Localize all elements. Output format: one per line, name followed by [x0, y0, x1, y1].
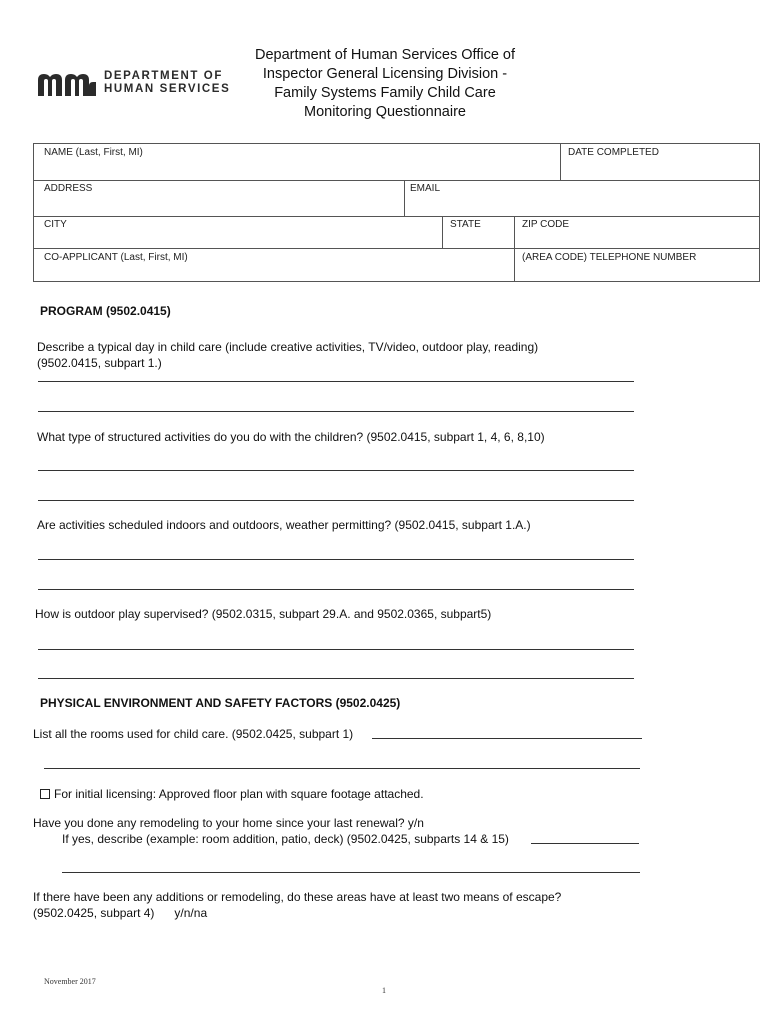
answer-line[interactable] — [38, 470, 634, 471]
row-divider — [34, 216, 759, 217]
row-divider — [34, 248, 759, 249]
answer-line[interactable] — [372, 738, 642, 739]
state-field[interactable]: STATE — [450, 219, 481, 230]
answer-line[interactable] — [38, 381, 634, 382]
floor-plan-checkbox[interactable] — [40, 789, 50, 799]
answer-line[interactable] — [38, 678, 634, 679]
title-line-3: Family Systems Family Child Care — [274, 85, 496, 101]
answer-line[interactable] — [531, 843, 639, 844]
page-number: 1 — [382, 986, 386, 995]
question-text: If there have been any additions or remodeling, do these areas have at least two means of escape? — [33, 890, 562, 904]
col-divider — [560, 144, 561, 180]
question-typical-day — [37, 339, 737, 371]
address-field[interactable]: ADDRESS — [44, 183, 93, 194]
question-text: (9502.0415, subpart 1.) — [37, 356, 162, 370]
physical-environment-heading: PHYSICAL ENVIRONMENT AND SAFETY FACTORS (9502.0425) — [40, 696, 401, 710]
telephone-field[interactable]: (AREA CODE) TELEPHONE NUMBER — [522, 252, 697, 263]
answer-line[interactable] — [38, 559, 634, 560]
name-field[interactable]: NAME (Last, First, MI) — [44, 147, 143, 158]
city-field[interactable]: CITY — [44, 219, 67, 230]
checkbox-label: For initial licensing: Approved floor plan with square footage attached. — [54, 787, 424, 801]
date-completed-field[interactable]: DATE COMPLETED — [568, 147, 659, 158]
logo-text — [104, 70, 230, 96]
answer-line[interactable] — [38, 411, 634, 412]
question-remodeling-describe: If yes, describe (example: room addition, patio, deck) (9502.0425, subparts 14 & 15) — [62, 832, 509, 846]
answer-line[interactable] — [62, 872, 640, 873]
title-line-4: Monitoring Questionnaire — [303, 104, 466, 120]
coapplicant-field[interactable]: CO-APPLICANT (Last, First, MI) — [44, 252, 188, 263]
question-text: Describe a typical day in child care (include creative activities, TV/video, outdoor play, reading) — [37, 340, 539, 354]
dhs-logo — [38, 70, 238, 100]
email-field[interactable]: EMAIL — [410, 183, 441, 194]
logo-line-1: DEPARTMENT OF — [104, 70, 223, 82]
answer-line[interactable] — [44, 768, 640, 769]
zip-code-field[interactable]: ZIP CODE — [522, 219, 570, 230]
mn-logo-icon — [38, 72, 96, 96]
footer-date: November 2017 — [44, 977, 96, 986]
row-divider — [34, 180, 759, 181]
answer-line[interactable] — [38, 500, 634, 501]
col-divider — [442, 216, 443, 248]
question-rooms-used: List all the rooms used for child care. (9502.0425, subpart 1) — [33, 727, 354, 741]
col-divider — [514, 216, 515, 282]
applicant-info-table — [33, 143, 760, 282]
question-indoor-outdoor: Are activities scheduled indoors and outdoors, weather permitting? (9502.0415, subpart 1.A.) — [37, 518, 531, 532]
question-means-of-escape — [33, 889, 753, 921]
answer-line[interactable] — [38, 589, 634, 590]
title-line-1: Department of Human Services Office of — [254, 47, 516, 63]
page-title — [240, 46, 530, 122]
floor-plan-checkbox-row[interactable] — [40, 786, 424, 802]
question-structured-activities: What type of structured activities do you do with the children? (9502.0415, subpart 1, 4, 6, 8,10) — [37, 430, 545, 444]
program-heading: PROGRAM (9502.0415) — [40, 304, 171, 318]
title-line-2: Inspector General Licensing Division - — [262, 66, 508, 82]
question-outdoor-supervision: How is outdoor play supervised? (9502.0315, subpart 29.A. and 9502.0365, subpart5) — [35, 607, 492, 621]
col-divider — [404, 180, 405, 216]
logo-line-2: HUMAN SERVICES — [104, 83, 231, 95]
question-text: (9502.0425, subpart 4) y/n/na — [33, 906, 208, 920]
answer-line[interactable] — [38, 649, 634, 650]
question-remodeling: Have you done any remodeling to your home since your last renewal? y/n — [33, 816, 424, 830]
